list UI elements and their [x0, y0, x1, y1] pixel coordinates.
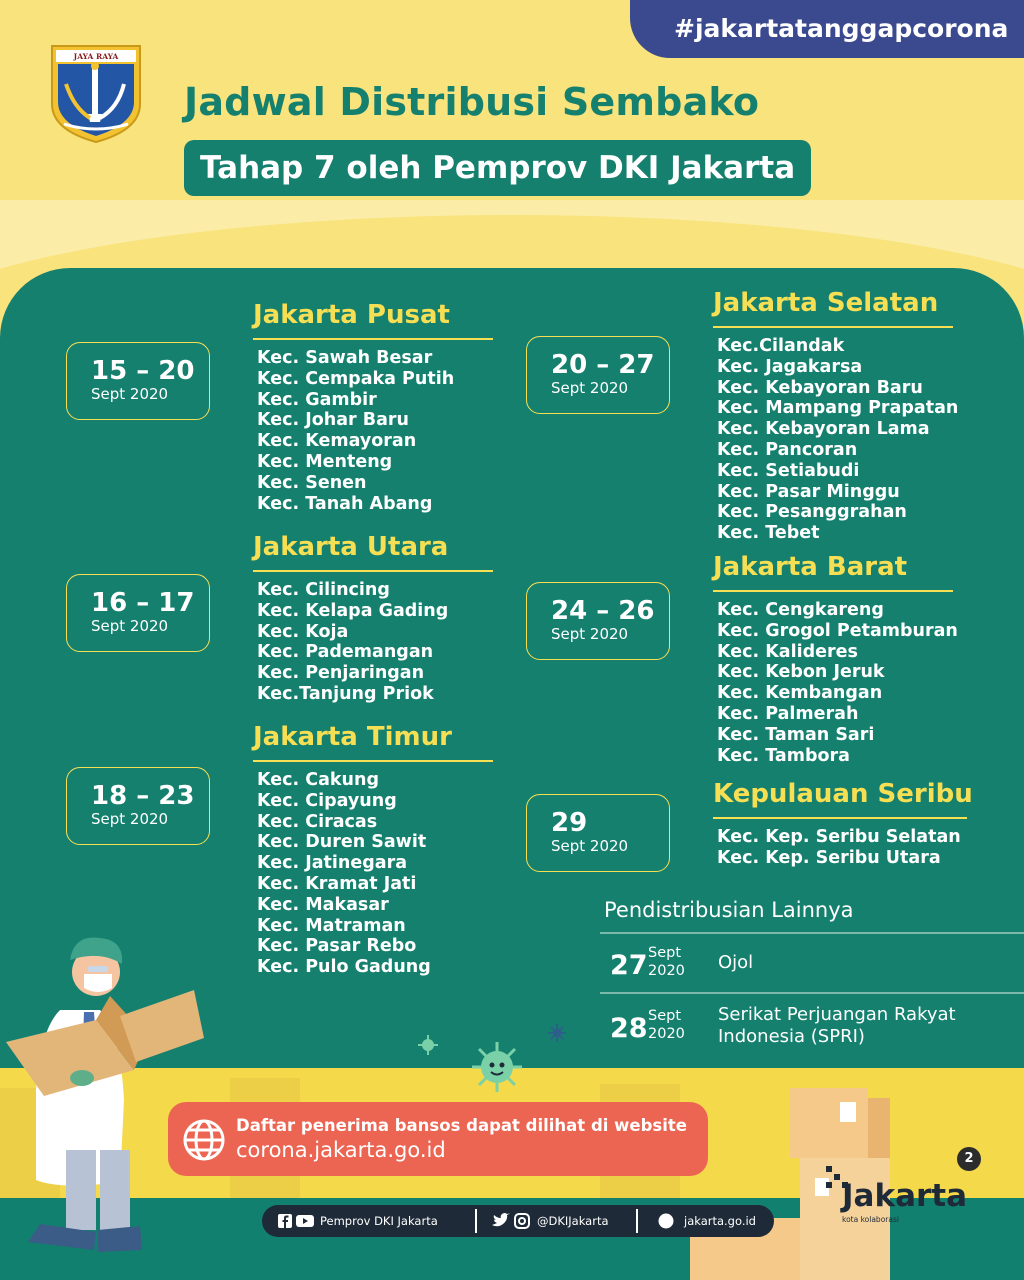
virus-icon — [418, 1035, 438, 1055]
district-item: Kec. Tambora — [717, 745, 850, 766]
date-month: Sept 2020 — [551, 837, 629, 855]
district-item: Kec. Pulo Gadung — [257, 957, 431, 978]
social-divider — [475, 1209, 477, 1233]
date-month: Sept 2020 — [551, 625, 629, 643]
region-title: Jakarta Pusat — [253, 300, 450, 330]
district-item: Kec. Kebayoran Lama — [717, 419, 930, 440]
date-box — [66, 342, 210, 420]
region-title: Jakarta Utara — [253, 532, 449, 562]
date-box — [526, 336, 670, 414]
region-title: Jakarta Barat — [713, 552, 908, 582]
social-twitter-instagram[interactable]: @DKIJakarta — [537, 1214, 609, 1228]
district-item: Kec.Tanjung Priok — [257, 683, 434, 704]
globe-icon — [182, 1118, 226, 1162]
region-underline — [253, 570, 493, 572]
banner-text: Daftar penerima bansos dapat dilihat di website — [236, 1116, 687, 1135]
region-underline — [253, 760, 493, 762]
district-item: Kec. Ciracas — [257, 811, 378, 832]
website-icon[interactable] — [658, 1213, 674, 1229]
district-item: Kec. Cilincing — [257, 580, 390, 600]
facebook-youtube-icon[interactable] — [278, 1214, 314, 1228]
jakarta-tagline: kota kolaborasi — [842, 1215, 899, 1224]
district-item: Kec. Pesanggrahan — [717, 502, 907, 523]
crest-text: JAYA RAYA — [73, 52, 119, 61]
date-month: Sept 2020 — [551, 379, 629, 397]
district-item: Kec. Penjaringan — [257, 663, 425, 684]
date-box — [66, 767, 210, 845]
date-box — [526, 582, 670, 660]
date-box — [526, 794, 670, 872]
region-underline — [253, 338, 493, 340]
district-item: Kec. Jatinegara — [257, 853, 408, 874]
date-month: Sept 2020 — [91, 617, 169, 635]
region-title: Jakarta Selatan — [713, 288, 939, 318]
district-item: Kec. Cakung — [257, 770, 379, 790]
divider — [600, 992, 1024, 994]
district-item: Kec. Mampang Prapatan — [717, 398, 959, 419]
other-year: 2020 — [648, 1026, 685, 1042]
region-title: Jakarta Timur — [253, 722, 452, 752]
district-item: Kec.Cilandak — [717, 336, 845, 356]
date-range: 24 – 26 — [551, 596, 655, 626]
health-worker-illustration — [0, 920, 210, 1260]
district-list — [717, 827, 961, 869]
hashtag-label: #jakartatanggapcorona — [630, 0, 1024, 58]
page-title: Jadwal Distribusi Sembako — [184, 80, 760, 124]
district-list — [717, 336, 958, 544]
other-recipient: Serikat Perjuangan Rakyat — [718, 1004, 956, 1025]
district-item: Kec. Kemayoran — [257, 431, 417, 452]
district-item: Kec. Kep. Seribu Utara — [717, 847, 941, 868]
district-list — [717, 600, 958, 766]
district-item: Kec. Tebet — [717, 523, 820, 544]
district-item: Kec. Johar Baru — [257, 410, 409, 431]
district-item: Kec. Koja — [257, 621, 349, 642]
district-list — [257, 348, 454, 514]
district-item: Kec. Kebayoran Baru — [717, 377, 923, 398]
date-box — [66, 574, 210, 652]
jakarta-crest-icon — [50, 44, 142, 144]
jakarta-brand: Jakarta — [842, 1178, 968, 1214]
district-item: Kec. Kramat Jati — [257, 873, 417, 894]
district-item: Kec. Kep. Seribu Selatan — [717, 827, 961, 847]
other-month: Sept — [648, 945, 682, 961]
district-list — [257, 770, 431, 978]
district-item: Kec. Cempaka Putih — [257, 368, 455, 389]
region-underline — [713, 590, 953, 592]
district-item: Kec. Pancoran — [717, 439, 858, 460]
district-item: Kec. Setiabudi — [717, 460, 860, 481]
date-range: 29 — [551, 808, 588, 838]
other-month: Sept — [648, 1008, 682, 1024]
district-list — [257, 580, 448, 705]
district-item: Kec. Jagakarsa — [717, 356, 863, 377]
virus-icon — [548, 1024, 566, 1042]
social-facebook-youtube[interactable]: Pemprov DKI Jakarta — [320, 1214, 438, 1228]
page-number-badge: 2 — [957, 1147, 981, 1171]
page-subtitle: Tahap 7 oleh Pemprov DKI Jakarta — [184, 140, 811, 196]
other-distribution-title: Pendistribusian Lainnya — [604, 898, 854, 922]
district-item: Kec. Grogol Petamburan — [717, 620, 958, 641]
date-month: Sept 2020 — [91, 385, 169, 403]
district-item: Kec. Pademangan — [257, 642, 434, 663]
date-range: 18 – 23 — [91, 781, 195, 811]
district-item: Kec. Palmerah — [717, 703, 859, 724]
other-day: 28 — [610, 1013, 648, 1044]
district-item: Kec. Makasar — [257, 894, 389, 915]
region-underline — [713, 326, 953, 328]
district-item: Kec. Matraman — [257, 915, 406, 936]
district-item: Kec. Duren Sawit — [257, 832, 427, 853]
twitter-instagram-icon[interactable] — [492, 1213, 530, 1229]
district-item: Kec. Senen — [257, 472, 367, 493]
banner-url[interactable]: corona.jakarta.go.id — [236, 1138, 446, 1162]
virus-icon — [470, 1040, 524, 1094]
divider — [600, 932, 1024, 934]
district-item: Kec. Pasar Minggu — [717, 481, 900, 502]
date-range: 20 – 27 — [551, 350, 655, 380]
date-range: 16 – 17 — [91, 588, 195, 618]
other-recipient: Ojol — [718, 952, 754, 973]
district-item: Kec. Menteng — [257, 451, 393, 472]
social-website[interactable]: jakarta.go.id — [684, 1214, 756, 1228]
district-item: Kec. Gambir — [257, 389, 377, 410]
district-item: Kec. Kebon Jeruk — [717, 662, 885, 683]
other-recipient: Indonesia (SPRI) — [718, 1026, 865, 1047]
region-underline — [713, 817, 967, 819]
social-divider — [636, 1209, 638, 1233]
other-day: 27 — [610, 950, 648, 981]
district-item: Kec. Kembangan — [717, 683, 883, 704]
date-month: Sept 2020 — [91, 810, 169, 828]
district-item: Kec. Kalideres — [717, 641, 858, 662]
date-range: 15 – 20 — [91, 356, 195, 386]
district-item: Kec. Kelapa Gading — [257, 600, 449, 621]
region-title: Kepulauan Seribu — [713, 779, 973, 809]
district-item: Kec. Pasar Rebo — [257, 936, 417, 957]
district-item: Kec. Cipayung — [257, 790, 397, 811]
district-item: Kec. Cengkareng — [717, 600, 884, 620]
district-item: Kec. Tanah Abang — [257, 493, 433, 514]
district-item: Kec. Sawah Besar — [257, 348, 433, 368]
district-item: Kec. Taman Sari — [717, 724, 875, 745]
other-year: 2020 — [648, 963, 685, 979]
